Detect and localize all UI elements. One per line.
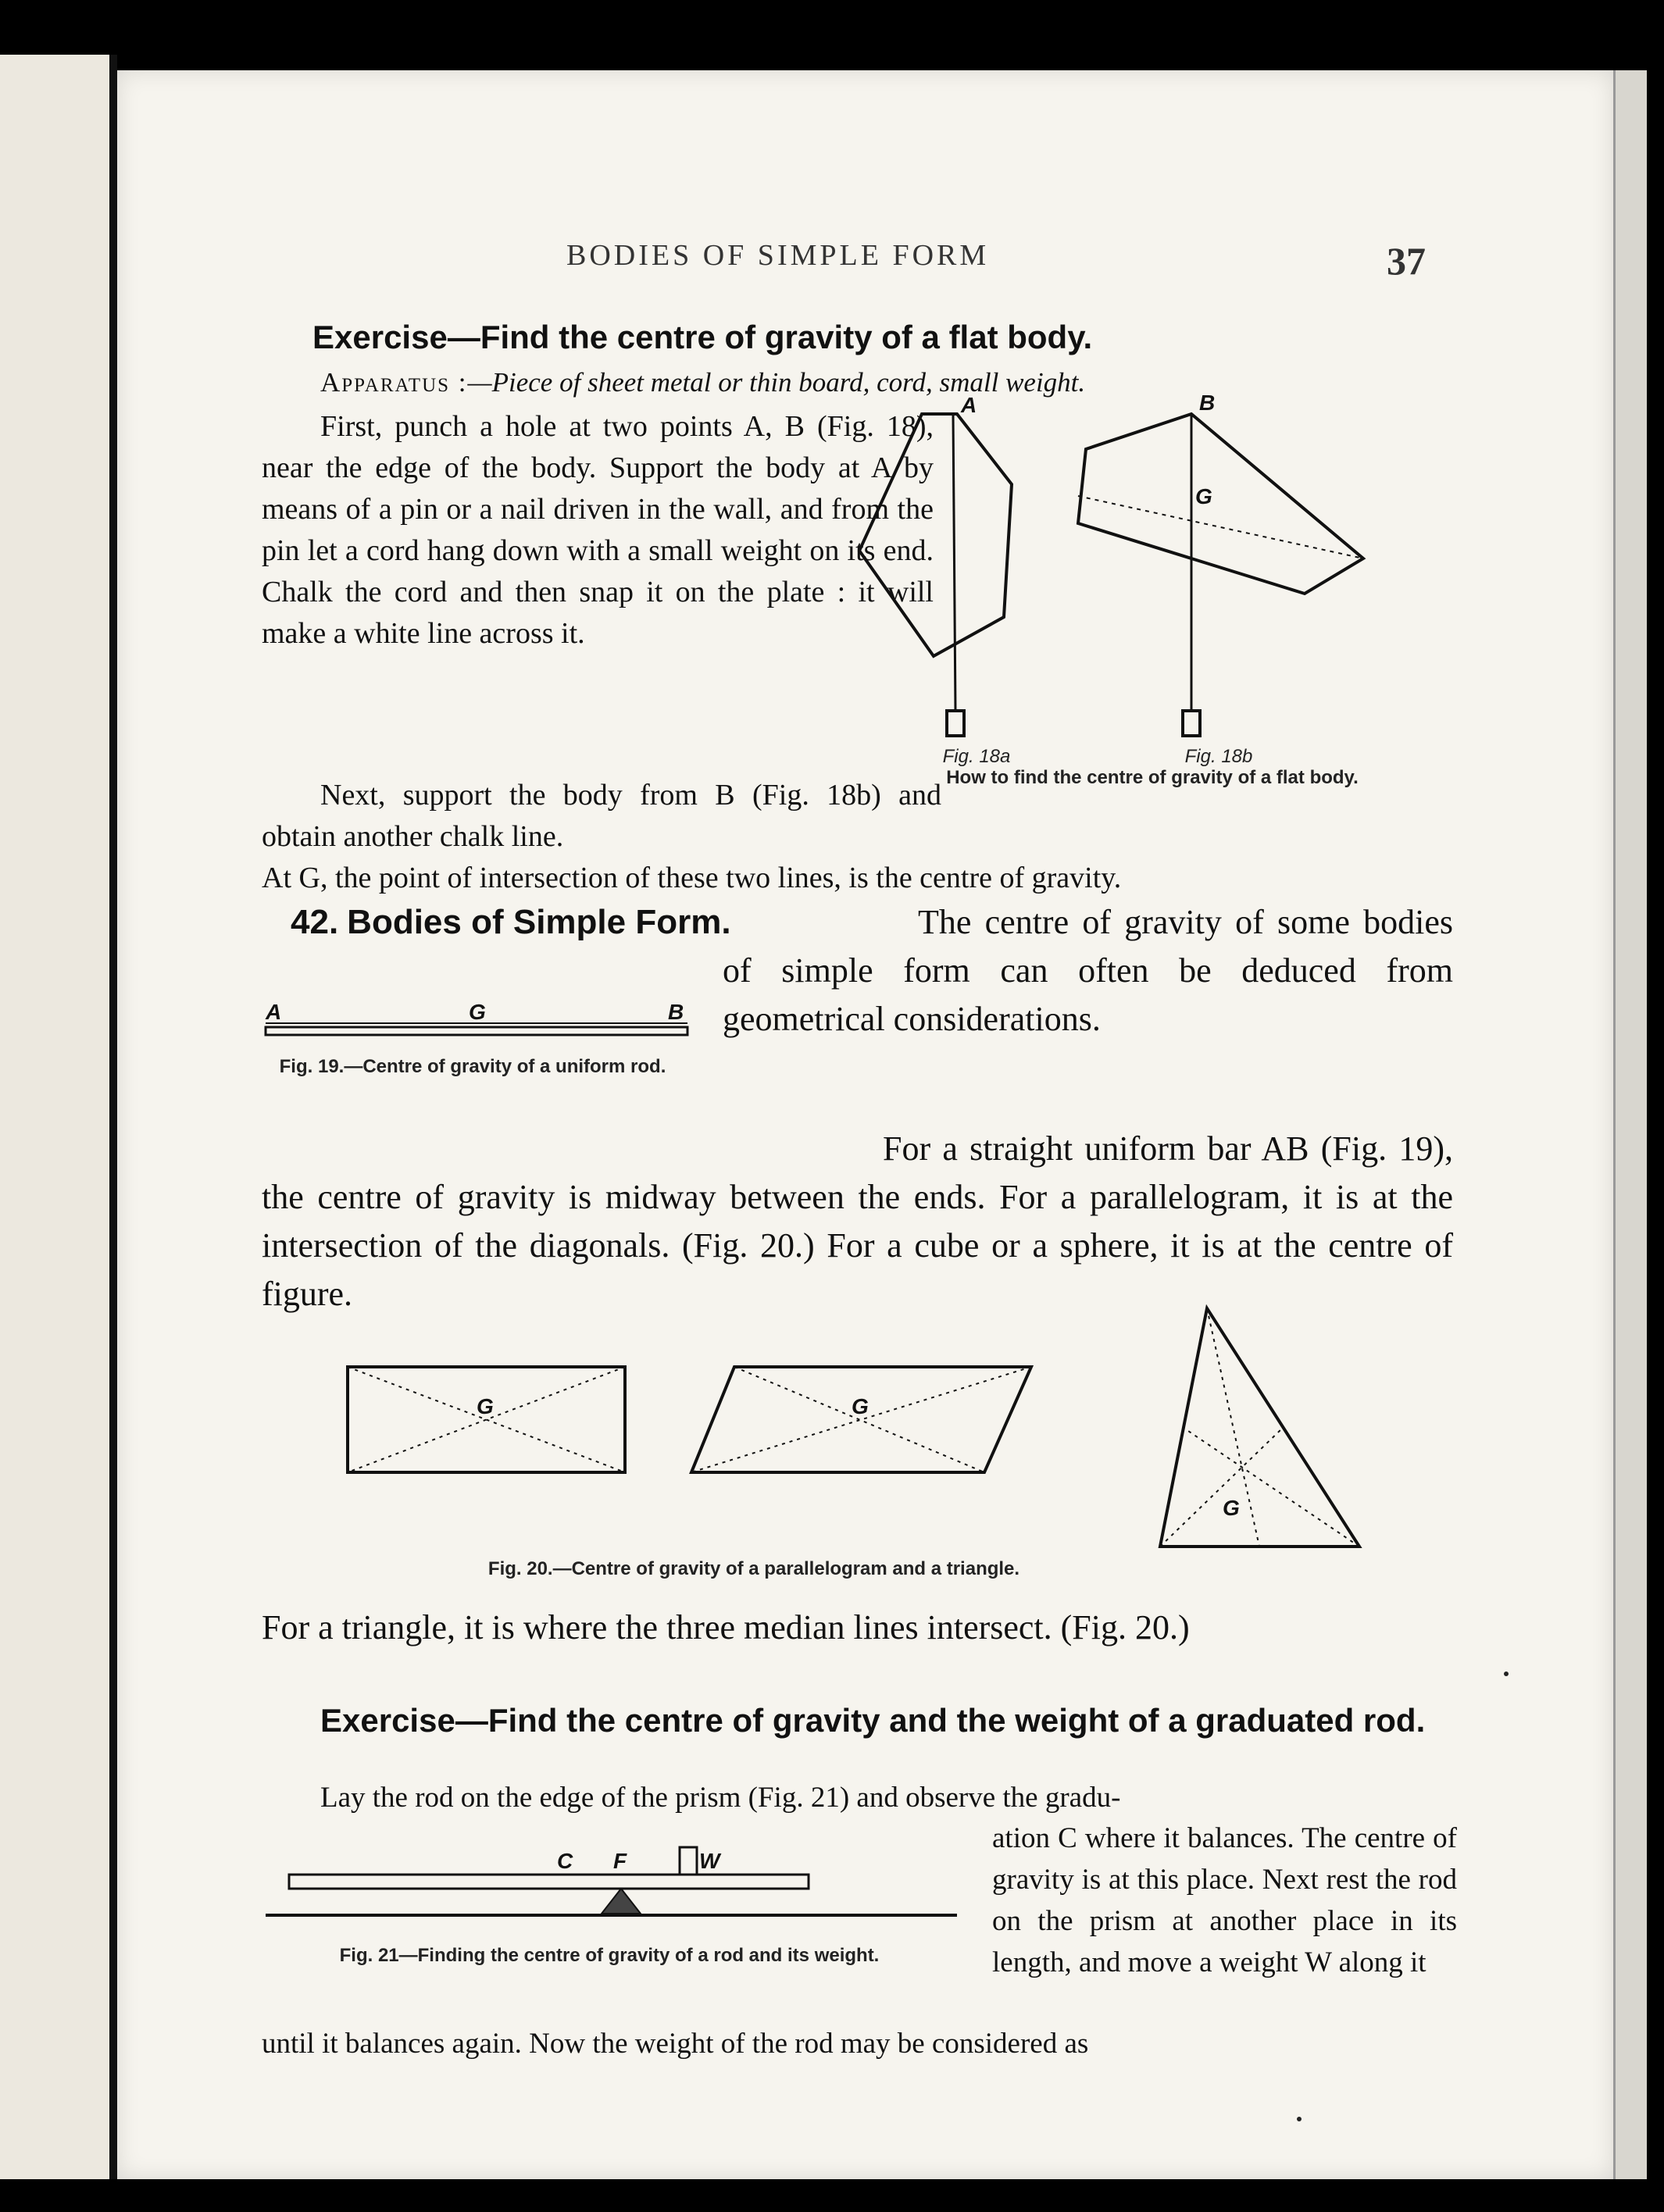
apparatus-text: —Piece of sheet metal or thin board, cord, small weight. [467,367,1086,398]
exercise-1-paragraph-2: Next, support the body from B (Fig. 18b) and obtain another chalk line. [262,779,941,853]
chalk-line-a [1078,496,1363,558]
label-g: G [1195,484,1212,508]
graduated-rod [289,1875,809,1889]
fig-18a-label: Fig. 18a [942,746,1011,767]
exercise-2-first-line: Lay the rod on the edge of the prism (Fig. 21) and observe the gradu- [320,1782,1121,1814]
weight-a [947,711,964,736]
exercise-1-paragraph-3: At G, the point of intersection of these two lines, is the centre of gravity. [262,862,1122,894]
rectangle-figure [348,1367,625,1472]
fig-21-caption: Fig. 21—Finding the centre of gravity of a rod and its weight. [339,1945,880,1966]
figure-18a-body [859,393,1012,736]
rod-label-c: C [557,1849,573,1873]
apparatus-label: Apparatus : [320,367,468,398]
figure-18b-body [1078,391,1363,736]
triangle-figure [1160,1308,1359,1547]
rod-label-g: G [469,1000,486,1024]
weight-w [680,1847,697,1875]
figure-19 [262,992,691,1054]
section-number: 42. [291,903,339,941]
rectangle-label-g: G [477,1394,494,1418]
exercise-2-last-line: until it balances again. Now the weight of the rod may be considered as [262,2028,1089,2060]
running-title: BODIES OF SIMPLE FORM [566,239,990,272]
label-a: A [961,393,977,417]
section-42-bar-paragraph: For a straight uniform bar AB (Fig. 19), the centre of gravity is midway between the ends. For a parallelogram, it is at the intersection of the diagonals. (Fig. 20.) For a cube or a sphere, it is at the centre of figure. [262,1129,1453,1313]
scan-speck [1297,2117,1302,2121]
figure-20 [344,1304,1383,1547]
parallelogram-figure [691,1367,1031,1472]
exercise-1-paragraph-1: First, punch a hole at two points A, B (Fig. 18), near the edge of the body. Support the body at A by means of a pin or a nail driven in the wall, and from the pin let a cord hang down with a small weight on its end. Chalk the cord and then snap it on the plate : it will make a white line across it. [262,410,934,650]
triangle-label-g: G [1223,1496,1240,1520]
fig-18b-label: Fig. 18b [1184,746,1253,767]
plumb-line-a [953,414,955,711]
figure-21 [262,1820,957,1937]
previous-page-edge [0,55,117,2179]
rod-label-b: B [668,1000,684,1024]
exercise-2-side-paragraph: ation C where it balances. The centre of gravity is at this place. Next rest the rod on the prism at another place in its length, and move a weight W along it [992,1822,1457,1978]
section-42-intro: The centre of gravity of some bodies of simple form can often be deduced from geometrical considerations. [723,903,1453,1038]
rod-label-f: F [613,1849,627,1873]
label-b: B [1199,391,1216,415]
weight-b [1183,711,1200,736]
apparatus-line [320,367,1453,398]
exercise-1-title: Exercise—Find the centre of gravity of a flat body. [312,319,1093,355]
section-42-triangle-paragraph: For a triangle, it is where the three median lines intersect. (Fig. 20.) [262,1608,1190,1647]
parallelogram-label-g: G [852,1394,869,1418]
fig-18-caption: How to find the centre of gravity of a flat body. [946,767,1359,788]
fig-20-caption: Fig. 20.—Centre of gravity of a parallelogram and a triangle. [487,1558,1020,1579]
page-number: 37 [1387,239,1426,283]
section-title: Bodies of Simple Form. [347,903,731,941]
uniform-rod [266,1027,687,1035]
exercise-2-title: Exercise—Find the centre of gravity and the weight of a graduated rod. [320,1702,1426,1739]
page-side-edge [1613,70,1647,2179]
rod-label-w: W [699,1849,720,1873]
fig-19-caption: Fig. 19.—Centre of gravity of a uniform rod. [279,1056,666,1077]
book-page [117,70,1613,2179]
prism [602,1889,641,1914]
running-header [566,238,1426,283]
scan-speck [1504,1671,1509,1676]
rod-label-a: A [266,1000,282,1024]
